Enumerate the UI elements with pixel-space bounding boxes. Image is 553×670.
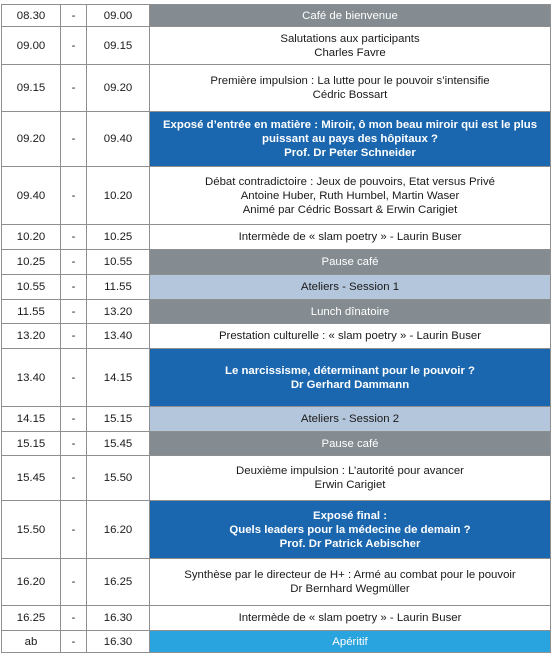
- time-separator: -: [61, 324, 87, 349]
- start-time: 10.55: [2, 275, 61, 300]
- session-description-line: Intermède de « slam poetry » - Laurin Buser: [238, 231, 462, 243]
- end-time: 09.15: [87, 27, 150, 65]
- time-separator: -: [61, 275, 87, 300]
- start-time: 16.25: [2, 606, 61, 631]
- program-row: [2, 5, 551, 27]
- session-description-line: Synthèse par le directeur de H+ : Armé au combat pour le pouvoir: [184, 569, 516, 581]
- session-description-line: Première impulsion : La lutte pour le pouvoir s’intensifie: [210, 75, 490, 87]
- session-description-line: Lunch dînatoire: [310, 305, 390, 318]
- start-time: 09.20: [2, 112, 61, 167]
- session-description-line: Exposé final :: [312, 509, 388, 522]
- session-description-line: Erwin Carigiet: [314, 479, 386, 491]
- session-description-line: Pause café: [321, 437, 379, 450]
- session-description: [150, 5, 551, 27]
- end-time: 09.40: [87, 112, 150, 167]
- start-time: 14.15: [2, 407, 61, 432]
- session-description-line: Cédric Bossart: [312, 89, 388, 101]
- session-description: [150, 300, 551, 324]
- session-description: [150, 349, 551, 407]
- end-time: 15.50: [87, 456, 150, 501]
- session-description-line: Charles Favre: [314, 46, 386, 59]
- time-separator: -: [61, 456, 87, 501]
- session-description-line: Quels leaders pour la médecine de demain ?: [229, 523, 471, 536]
- time-separator: -: [61, 167, 87, 225]
- end-time: 10.25: [87, 225, 150, 250]
- end-time: 09.20: [87, 65, 150, 112]
- session-description: [150, 324, 551, 349]
- program-row: [2, 112, 551, 167]
- session-description: [150, 606, 551, 631]
- program-table: [1, 4, 551, 653]
- start-time: 08.30: [2, 5, 61, 27]
- session-description: [150, 456, 551, 501]
- start-time: 09.00: [2, 27, 61, 65]
- session-description: [150, 631, 551, 653]
- time-separator: -: [61, 501, 87, 559]
- session-description-line: Ateliers - Session 2: [300, 413, 400, 425]
- end-time: 13.40: [87, 324, 150, 349]
- start-time: 16.20: [2, 559, 61, 606]
- session-description: [150, 65, 551, 112]
- session-description-line: Intermède de « slam poetry » - Laurin Buser: [238, 612, 462, 624]
- program-row: [2, 225, 551, 250]
- time-separator: -: [61, 559, 87, 606]
- end-time: 11.55: [87, 275, 150, 300]
- time-separator: -: [61, 5, 87, 27]
- time-separator: -: [61, 225, 87, 250]
- start-time: 10.20: [2, 225, 61, 250]
- start-time: 09.15: [2, 65, 61, 112]
- time-separator: -: [61, 65, 87, 112]
- program-row: [2, 432, 551, 456]
- program-row: [2, 300, 551, 324]
- end-time: 15.45: [87, 432, 150, 456]
- start-time: 09.40: [2, 167, 61, 225]
- session-description: [150, 112, 551, 167]
- start-time: 10.25: [2, 250, 61, 275]
- session-description: [150, 559, 551, 606]
- program-row: [2, 559, 551, 606]
- session-description: [150, 501, 551, 559]
- session-description: [150, 250, 551, 275]
- session-description-line: Animé par Cédric Bossart & Erwin Carigiet: [242, 203, 458, 216]
- session-description-line: Salutations aux participants: [280, 32, 420, 45]
- program-row: [2, 407, 551, 432]
- session-description-line: Débat contradictoire : Jeux de pouvoirs, Etat versus Privé: [205, 175, 495, 188]
- time-separator: -: [61, 27, 87, 65]
- end-time: 14.15: [87, 349, 150, 407]
- end-time: 13.20: [87, 300, 150, 324]
- session-description: [150, 27, 551, 65]
- program-row: [2, 501, 551, 559]
- session-description: [150, 407, 551, 432]
- end-time: 16.25: [87, 559, 150, 606]
- session-description-line: Ateliers - Session 1: [300, 281, 400, 293]
- time-separator: -: [61, 112, 87, 167]
- start-time: 13.40: [2, 349, 61, 407]
- session-description: [150, 167, 551, 225]
- start-time: 15.15: [2, 432, 61, 456]
- time-separator: -: [61, 606, 87, 631]
- session-description-line: Dr Gerhard Dammann: [290, 378, 410, 391]
- start-time: 13.20: [2, 324, 61, 349]
- start-time: 11.55: [2, 300, 61, 324]
- program-row: [2, 324, 551, 349]
- session-description: [150, 432, 551, 456]
- end-time: 16.30: [87, 606, 150, 631]
- session-description-line: Deuxième impulsion : L’autorité pour avancer: [236, 465, 464, 477]
- session-description: [150, 225, 551, 250]
- session-description-line: Dr Bernhard Wegmüller: [290, 583, 410, 595]
- end-time: 16.20: [87, 501, 150, 559]
- program-row: [2, 167, 551, 225]
- session-description-line: Apéritif: [332, 635, 368, 648]
- program-table-body: [2, 5, 551, 653]
- time-separator: -: [61, 432, 87, 456]
- session-description-line: Antoine Huber, Ruth Humbel, Martin Waser: [240, 189, 460, 202]
- end-time: 10.20: [87, 167, 150, 225]
- start-time: ab: [2, 631, 61, 653]
- program-row: [2, 27, 551, 65]
- end-time: 16.30: [87, 631, 150, 653]
- session-description-line: Prof. Dr Patrick Aebischer: [279, 537, 421, 550]
- session-description-line: Exposé d’entrée en matière : Miroir, ô mon beau miroir qui est le plus: [162, 119, 538, 131]
- program-row: [2, 456, 551, 501]
- program-row: [2, 275, 551, 300]
- session-description-line: Pause café: [321, 256, 379, 268]
- session-description-line: Le narcissisme, déterminant pour le pouvoir ?: [224, 364, 476, 377]
- session-description-line: Café de bienvenue: [302, 9, 398, 22]
- time-separator: -: [61, 407, 87, 432]
- program-row: [2, 65, 551, 112]
- program-row: [2, 631, 551, 653]
- program-row: [2, 250, 551, 275]
- session-description-line: puissant au pays des hôpitaux ?: [262, 133, 438, 145]
- time-separator: -: [61, 349, 87, 407]
- time-separator: -: [61, 300, 87, 324]
- start-time: 15.50: [2, 501, 61, 559]
- session-description-line: Prestation culturelle : « slam poetry » - Laurin Buser: [218, 330, 482, 342]
- session-description-line: Prof. Dr Peter Schneider: [284, 147, 416, 159]
- end-time: 10.55: [87, 250, 150, 275]
- session-description: [150, 275, 551, 300]
- start-time: 15.45: [2, 456, 61, 501]
- end-time: 15.15: [87, 407, 150, 432]
- end-time: 09.00: [87, 5, 150, 27]
- program-row: [2, 349, 551, 407]
- time-separator: -: [61, 250, 87, 275]
- program-row: [2, 606, 551, 631]
- time-separator: -: [61, 631, 87, 653]
